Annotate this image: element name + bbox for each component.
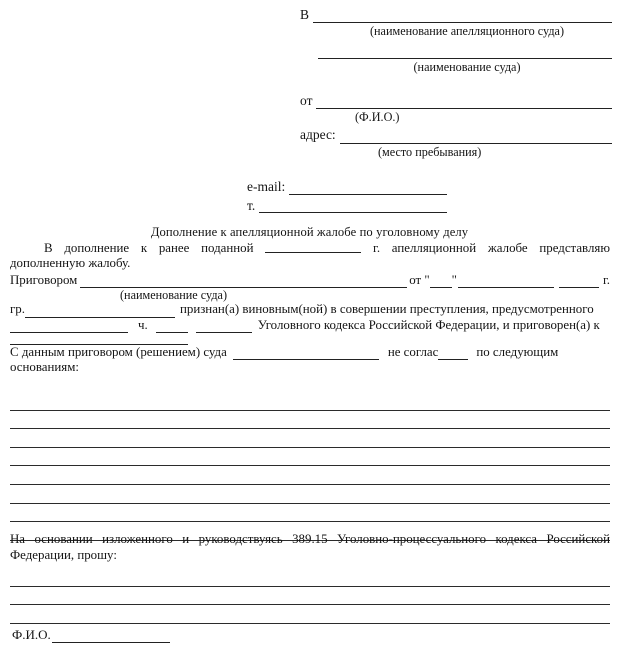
citizen-row (10, 302, 610, 317)
part-label: ч. (138, 317, 148, 332)
writing-line[interactable] (10, 466, 610, 485)
article-row (10, 318, 610, 333)
disagreement-text-part3-inline: по следующим (476, 345, 559, 360)
appellate-court-input-line[interactable] (313, 9, 612, 23)
email-label: e-mail: (247, 179, 286, 194)
writing-line[interactable] (10, 429, 610, 448)
address-label: адрес: (300, 127, 336, 143)
disagreement-text-part2: не соглас (387, 345, 439, 360)
contact-block (247, 180, 447, 217)
page-title: Дополнение к апелляционной жалобе по уголовному делу (150, 225, 469, 239)
verdict-day-input-line[interactable] (430, 276, 452, 288)
sentence-term-input-line[interactable] (10, 333, 188, 345)
address-caption: (место пребывания) (378, 144, 482, 159)
verdict-quote-close: " (451, 272, 457, 287)
verdict-year-label: г. (602, 272, 610, 287)
grounds-label: основаниям: (10, 360, 79, 375)
citizen-name-input-line[interactable] (25, 306, 175, 318)
writing-line[interactable] (10, 485, 610, 504)
court-name-spacer (300, 58, 318, 59)
intro-paragraph (10, 241, 610, 272)
part-number-input-line[interactable] (156, 321, 188, 333)
email-input-line[interactable] (289, 182, 447, 195)
from-label: от (300, 93, 313, 109)
request-writing-lines[interactable] (10, 568, 610, 624)
intro-text-part2: г. апелляционной жалобе представляю дополненную жалобу. (10, 241, 610, 271)
writing-line[interactable] (10, 411, 610, 430)
guilty-text: признан(а) виновным(ной) в совершении преступления, предусмотренного (179, 302, 594, 317)
intro-text-part1: В дополнение к ранее поданной (44, 241, 254, 255)
closing-text: На основании изложенного и руководствуясь 389.15 Уголовно-процессуального кодекса Российской Федерации, прошу: (10, 532, 610, 562)
writing-line[interactable] (10, 587, 610, 606)
grounds-writing-lines[interactable] (10, 392, 610, 541)
court-name-input-line[interactable] (318, 45, 612, 59)
disagreement-subject-input-line[interactable] (233, 348, 379, 360)
court-name-caption: (наименование суда) (413, 60, 521, 75)
phone-label: т. (247, 197, 256, 213)
sentence-continuation-row (10, 333, 610, 345)
to-label: В (300, 7, 310, 22)
article-input-line[interactable] (10, 321, 128, 333)
writing-line[interactable] (10, 392, 610, 411)
applicant-name-caption: (Ф.И.О.) (355, 110, 400, 125)
disagreement-text-part1: С данным приговором (решением) суда (10, 345, 227, 360)
phone-row (247, 199, 447, 214)
writing-line[interactable] (10, 605, 610, 624)
writing-line[interactable] (10, 448, 610, 467)
court-name-row (300, 45, 612, 59)
writing-line[interactable] (10, 568, 610, 587)
verdict-from-label: от " (409, 272, 430, 287)
court-to-row (300, 8, 612, 23)
header-block (300, 8, 612, 159)
body-area (10, 241, 610, 376)
address-input-line[interactable] (340, 130, 612, 144)
disagreement-row (10, 345, 610, 360)
verdict-label: Приговором (10, 272, 78, 287)
citizen-label: гр. (10, 302, 25, 317)
verdict-year-input-line[interactable] (559, 276, 599, 288)
disagreement-ending-input-line[interactable] (438, 348, 468, 360)
closing-block (10, 532, 610, 563)
signature-fio-input-line[interactable] (52, 630, 170, 643)
verdict-row (10, 273, 610, 288)
previous-complaint-date-input-line[interactable] (265, 241, 361, 253)
criminal-code-text: Уголовного кодекса Российской Федерации, и приговорен(а) к (257, 317, 600, 332)
from-row (300, 94, 612, 109)
article-extra-input-line[interactable] (196, 321, 252, 333)
signature-block (12, 627, 170, 643)
phone-input-line[interactable] (259, 200, 447, 213)
verdict-month-input-line[interactable] (458, 276, 554, 288)
verdict-court-input-line[interactable] (80, 275, 407, 288)
email-row (247, 180, 447, 195)
verdict-court-caption: (наименование суда) (120, 288, 227, 303)
writing-line[interactable] (10, 504, 610, 523)
applicant-name-input-line[interactable] (316, 95, 612, 109)
address-row (300, 128, 612, 143)
appellate-court-caption: (наименование апелляционного суда) (369, 24, 565, 39)
signature-fio-label: Ф.И.О. (12, 627, 51, 642)
